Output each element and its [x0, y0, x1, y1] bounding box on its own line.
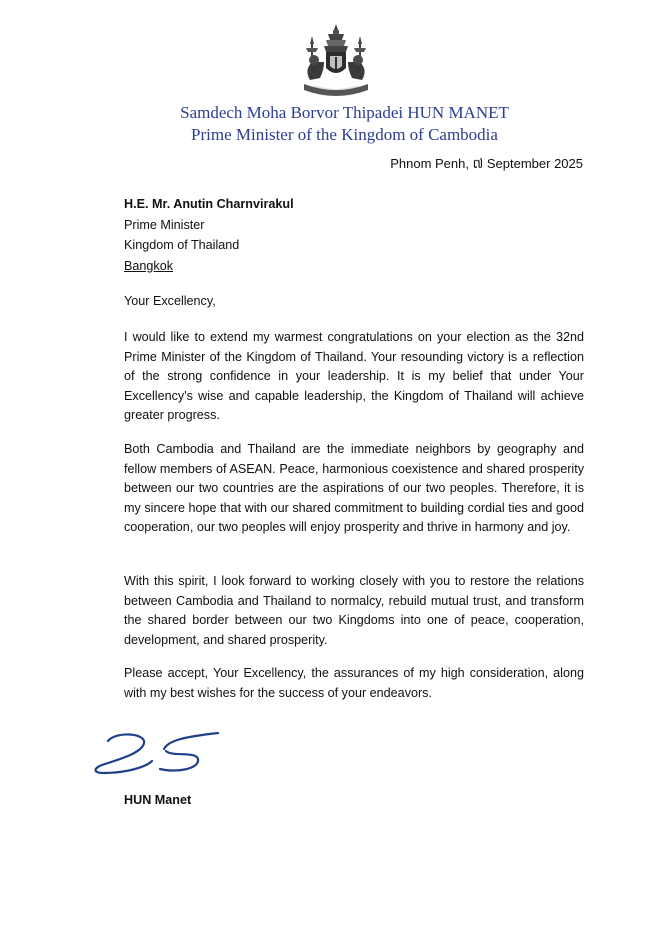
- letterhead-title: Prime Minister of the Kingdom of Cambodia: [191, 125, 498, 144]
- paragraph-congratulations: I would like to extend my warmest congratulations on your election as the 32nd Prime Minister of the Kingdom of Thailand. Your resounding victory is a reflection of the strong confidence in your leadership. It is my belief that under Your Excellency's wise and capable leadership, the Kingdom of Thailand will achieve greater progress.: [124, 330, 584, 422]
- handwritten-signature: [86, 727, 226, 777]
- salutation: Your Excellency,: [124, 294, 216, 308]
- recipient-city: Bangkok: [124, 258, 174, 273]
- royal-arms-of-cambodia-icon: [290, 22, 382, 98]
- signer-name: HUN Manet: [124, 793, 192, 807]
- paragraph-neighbors: Both Cambodia and Thailand are the immediate neighbors by geography and fellow members of ASEAN. Peace, harmonious coexistence and shared prosperity between our two countries are the aspirations of our two peoples. Therefore, it is my sincere hope that with our shared commitment to building cordial ties and good cooperation, our two peoples will enjoy prosperity and thrive in harmony and joy.: [124, 442, 584, 534]
- recipient-country: Kingdom of Thailand: [124, 238, 240, 252]
- letterhead-name: Samdech Moha Borvor Thipadei HUN MANET: [180, 103, 509, 122]
- paragraph-cooperation: With this spirit, I look forward to working closely with you to restore the relations between Cambodia and Thailand to normalcy, rebuild mutual trust, and transform the shared border between our two Kingdoms into one of peace, cooperation, development, and shared prosperity.: [124, 574, 584, 647]
- paragraph-closing: Please accept, Your Excellency, the assurances of my high consideration, along with my best wishes for the success of your endeavors.: [124, 666, 584, 700]
- recipient-title: Prime Minister: [124, 217, 205, 232]
- letter-date: Phnom Penh, ៧ September 2025: [390, 156, 583, 171]
- recipient-address: [124, 194, 584, 276]
- recipient-name: H.E. Mr. Anutin Charnvirakul: [124, 197, 294, 211]
